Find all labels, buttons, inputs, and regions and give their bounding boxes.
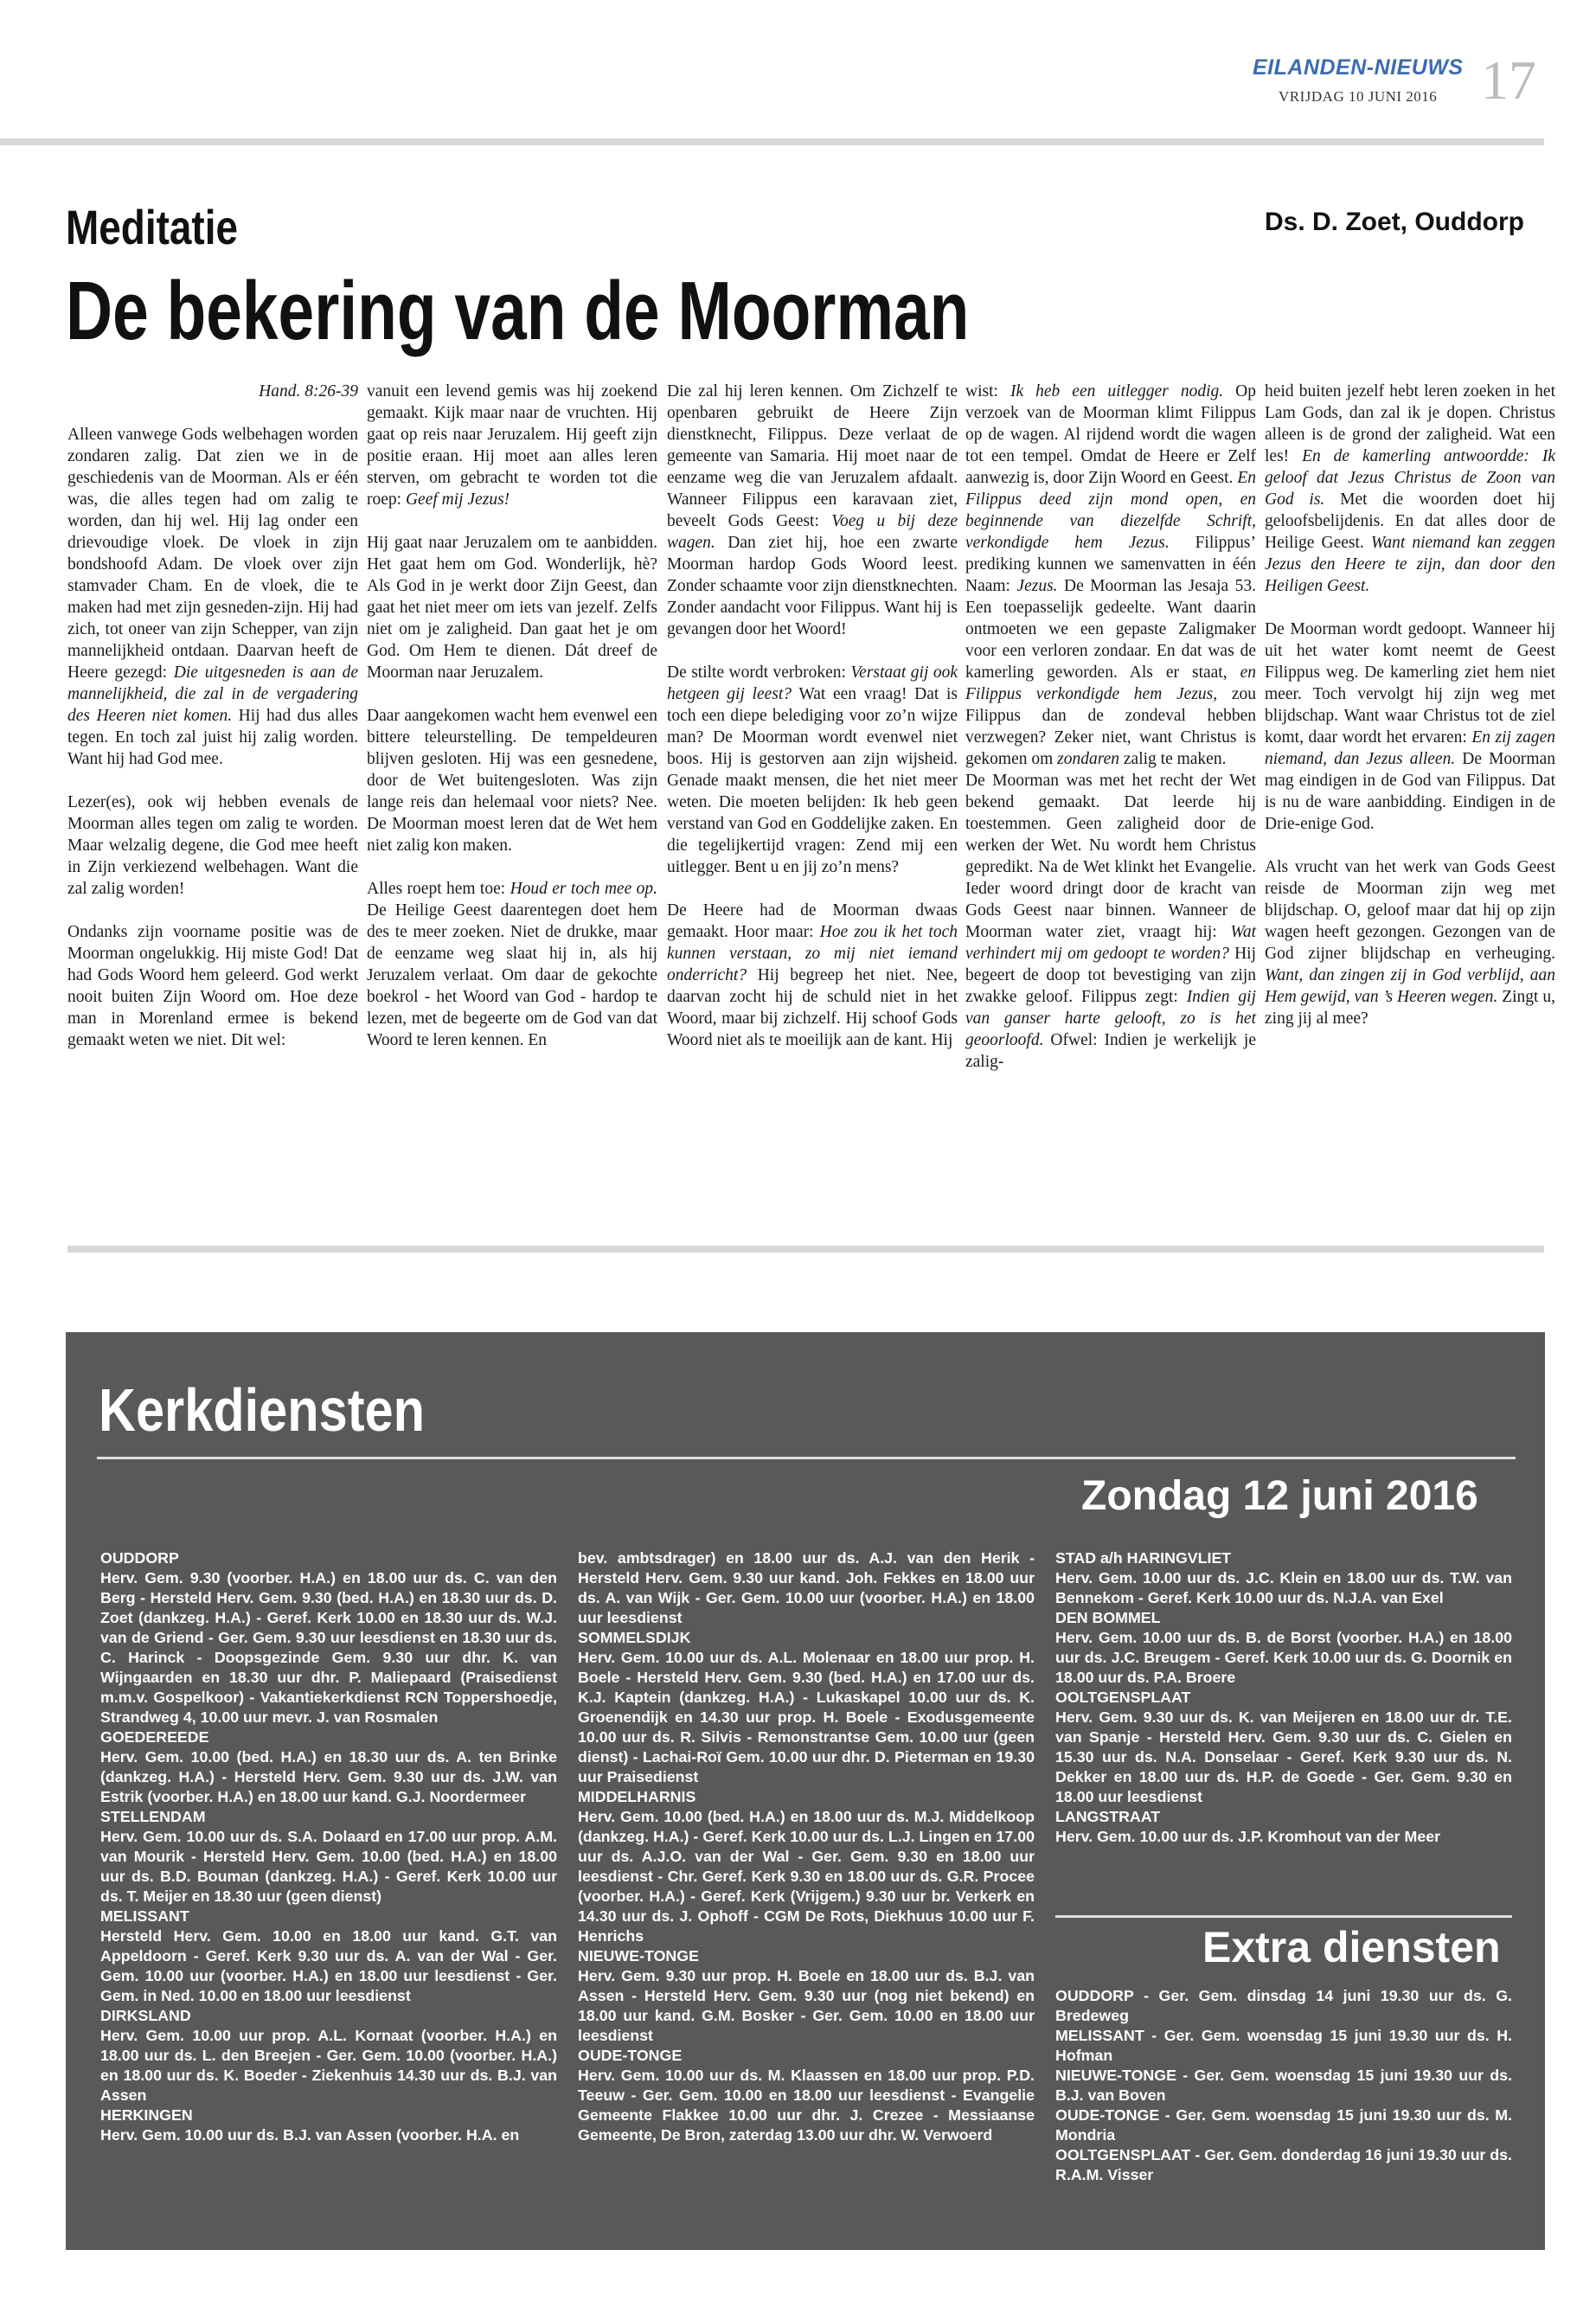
service-details: bev. ambtsdrager) en 18.00 uur ds. A.J. van den Herik - Hersteld Herv. Gem. 9.30 uur kand. Joh. Fekkes en 18.00 uur ds. A. van Wijk - Ger. Gem. 10.00 uur (voorber. H.A.) en 18.00 uur leesdienst xyxy=(578,1549,1035,1626)
kerkdiensten-rule xyxy=(97,1457,1516,1459)
article-paragraph: Als vrucht van het werk van Gods Geest reisde de Moorman zijn weg met blijdschap. O, geloof maar dat hij op zijn wagen heeft gezongen. Gezongen van de God zijner blijdschap en verheuging. Want, dan zingen zij in God verblijd, aan Hem gewijd, van ’s Heeren wegen. Zingt u, zing jij al mee? xyxy=(1265,858,1555,1028)
extra-service-entry: NIEUWE-TONGE - Ger. Gem. woensdag 15 juni 19.30 uur ds. B.J. van Boven xyxy=(1055,2067,1512,2104)
extra-service-entry: MELISSANT - Ger. Gem. woensdag 15 juni 19.30 uur ds. H. Hofman xyxy=(1055,2027,1512,2064)
article-paragraph: De stilte wordt verbroken: Verstaat gij ook hetgeen gij leest? Wat een vraag! Dat is toch een diepe belediging voor zo’n wijze man? De Moorman wordt evenwel niet boos. Hij is gestorven aan zijn wijsheid. Genade maakt mensen, die het niet meer weten. Die moeten belijden: Ik heb geen verstand van God en Goddelijke zaken. En die tegelijkertijd vragen: Zend mij een uitlegger. Bent u en jij zo’n mens? xyxy=(667,663,958,876)
service-details: Herv. Gem. 10.00 (bed. H.A.) en 18.30 uur ds. A. ten Brinke (dankzeg. H.A.) - Hersteld Herv. Gem. 9.30 uur ds. J.W. van Estrik (voorber. H.A.) en 18.00 uur kand. G.J. Noordermeer xyxy=(100,1748,557,1805)
services-column-1 xyxy=(100,1548,557,2145)
article-paragraph: Alleen vanwege Gods welbehagen worden zondaren zalig. Dat zien we in de geschiedenis van de Moorman. Als er één was, die alles tegen had om zalig te worden, dan hij wel. Hij lag onder een drievoudige vloek. De vloek in zijn bondshoofd Adam. De vloek over zijn stamvader Cham. En de vloek, die te maken had met zijn gesneden-zijn. Hij had zich, tot oneer van zijn Schepper, van zijn mannelijkheid ontdaan. Daarvan heeft de Heere gezegd: Die uitgesneden is aan de mannelijkheid, die zal in de vergadering des Heeren niet komen. Hij had dus alles tegen. En toch zal juist hij zalig worden. Want hij had God mee. xyxy=(67,426,358,768)
service-town: OUDE-TONGE xyxy=(578,2047,683,2064)
service-details: Herv. Gem. 9.30 uur prop. H. Boele en 18.00 uur ds. B.J. van Assen - Hersteld Herv. Gem. 9.30 uur (nog niet bekend) en 18.00 uur kand. G.M. Bosker - Ger. Gem. 10.00 en 18.00 uur leesdienst xyxy=(578,1967,1035,2044)
article-column-5 xyxy=(1265,381,1555,1051)
service-town: STELLENDAM xyxy=(100,1808,206,1825)
service-details: Herv. Gem. 10.00 (bed. H.A.) en 18.00 uur ds. M.J. Middelkoop (dankzeg. H.A.) - Geref. Kerk 10.00 uur ds. L.J. Lingen en 17.00 uur ds. A.J.O. van der Wal - Ger. Gem. 9.30 en 18.00 uur leesdienst - Chr. Geref. Kerk 9.30 en 18.00 uur ds. G.R. Procee (voorber. H.A.) - Geref. Kerk (Vrijgem.) 9.30 uur br. Verkerk en 14.30 uur ds. J. Ophoff - CGM De Rots, Diekhuus 10.00 uur F. Henrichs xyxy=(578,1808,1035,1945)
service-town: OUDDORP xyxy=(100,1549,179,1567)
service-town: DIRKSLAND xyxy=(100,2007,191,2024)
services-column-2 xyxy=(578,1548,1035,2145)
scripture-reference: Hand. 8:26-39 xyxy=(259,382,358,401)
service-town: GOEDEREEDE xyxy=(100,1728,209,1746)
article-paragraph: Ondanks zijn voorname positie was de Moorman ongelukkig. Hij miste God! Dat had Gods Woord hem geleerd. God werkt nooit buiten Zijn Woord om. Hoe deze man in Morenland ermee is bekend gemaakt weten we niet. Dit wel: xyxy=(67,923,358,1049)
service-town: OOLTGENSPLAAT xyxy=(1055,1689,1191,1706)
article-column-2 xyxy=(367,381,657,1073)
service-details: Herv. Gem. 9.30 (voorber. H.A.) en 18.00 uur ds. C. van den Berg - Hersteld Herv. Gem. 9.30 (bed. H.A.) en 18.30 uur ds. D. Zoet (dankzeg. H.A.) - Geref. Kerk 10.00 en 18.30 uur ds. W.J. van de Griend - Ger. Gem. 9.30 uur leesdienst en 18.30 uur ds. C. Harinck - Doopsgezinde Gem. 9.30 uur dhr. K. van Wijngaarden en 18.30 uur dhr. P. Maliepaard (Praisedienst m.m.v. Gospelkoor) - Vakantiekerkdienst RCN Toppershoedje, Strandweg 4, 10.00 uur mevr. J. van Rosmalen xyxy=(100,1569,557,1726)
article-column-3 xyxy=(667,381,958,1073)
article-paragraph: De Moorman wordt gedoopt. Wanneer hij uit het water komt neemt de Geest Filippus weg. De kamerling ziet hem niet meer. Toch vervolgt hij zijn weg met blijdschap. Want waar Christus tot de ziel komt, daar wordt het ervaren: En zij zagen niemand, dan Jezus alleen. De Moorman mag eindigen in de God van Filippus. Dat is nu de ware aanbidding. Eindigen in de Drie-enige God. xyxy=(1265,620,1555,833)
services-date-heading: Zondag 12 juni 2016 xyxy=(1081,1473,1478,1519)
extra-service-entry: OOLTGENSPLAAT - Ger. Gem. donderdag 16 juni 19.30 uur ds. R.A.M. Visser xyxy=(1055,2146,1512,2183)
services-column-3 xyxy=(1055,1548,1512,1847)
service-town: SOMMELSDIJK xyxy=(578,1629,691,1646)
extra-services-list xyxy=(1055,1986,1512,2185)
section-kicker: Meditatie xyxy=(66,200,239,254)
article-paragraph: De Heere had de Moorman dwaas gemaakt. Hoor maar: Hoe zou ik het toch kunnen verstaan, zo mij niet iemand onderricht? Hij begreep het niet. Nee, daarvan zocht hij de schuld niet in het Woord, maar bij zichzelf. Hij schoof Gods Woord niet als te moeilijk aan de kant. Hij xyxy=(667,901,958,1049)
extra-services-rule xyxy=(1055,1915,1512,1918)
extra-service-entry: OUDE-TONGE - Ger. Gem. woensdag 15 juni 19.30 uur ds. M. Mondria xyxy=(1055,2106,1512,2144)
header-divider xyxy=(0,138,1544,145)
article-headline: De bekering van de Moorman xyxy=(66,265,970,357)
service-details: Herv. Gem. 10.00 uur ds. B.J. van Assen (voorber. H.A. en xyxy=(100,2126,520,2144)
article-paragraph: Die zal hij leren kennen. Om Zichzelf te openbaren gebruikt de Heere Zijn dienstknecht, Filippus. Deze verlaat de gemeente van Samaria. Hij moet naar de eenzame weg die van Jeruzalem afdaalt. Wanneer Filippus een karavaan ziet, beveelt Gods Geest: Voeg u bij deze wagen. Dan ziet hij, hoe een zwarte Moorman hardop Gods Woord leest. Zonder schaamte voor zijn dienstknechten. Zonder aandacht voor Filippus. Want hij is gevangen door het Woord! xyxy=(667,382,958,638)
article-paragraph: Lezer(es), ook wij hebben evenals de Moorman alles tegen om zalig te worden. Maar welzalig degene, die God mee heeft in Zijn verkiezend welbehagen. Want die zal zalig worden! xyxy=(67,793,358,898)
extra-services-title: Extra diensten xyxy=(1202,1923,1501,1971)
service-town: HERKINGEN xyxy=(100,2106,193,2124)
service-town: MELISSANT xyxy=(100,1907,189,1925)
article-column-4 xyxy=(965,381,1256,1094)
article-paragraph: Daar aangekomen wacht hem evenwel een bittere teleurstelling. De tempeldeuren blijven gesloten. Hij was een gesnedene, door de Wet buitengesloten. Was zijn lange reis dan helemaal voor niets? Nee. De Moorman moest leren dat de Wet hem niet zalig kon maken. xyxy=(367,707,657,855)
masthead-logo: EILANDEN-NIEUWS xyxy=(1253,55,1464,80)
service-town: MIDDELHARNIS xyxy=(578,1788,696,1805)
service-details: Herv. Gem. 9.30 uur ds. K. van Meijeren en 18.00 uur dr. T.E. van Spanje - Hersteld Herv. Gem. 9.30 uur ds. C. Gielen en 15.30 uur ds. N.A. Donselaar - Geref. Kerk 9.30 uur ds. N. Dekker en 18.00 uur ds. H.P. de Goede - Ger. Gem. 9.30 en 18.00 uur leesdienst xyxy=(1055,1708,1512,1805)
article-paragraph: heid buiten jezelf hebt leren zoeken in het Lam Gods, dan zal ik je dopen. Christus alleen is de grond der zaligheid. Wat een les! En de kamerling antwoordde: Ik geloof dat Jezus Christus de Zoon van God is. Met die woorden doet hij geloofsbelijdenis. En dat alles door de Heilige Geest. Want niemand kan zeggen Jezus den Heere te zijn, dan door den Heiligen Geest. xyxy=(1265,382,1556,595)
service-details: Herv. Gem. 10.00 uur ds. J.P. Kromhout van der Meer xyxy=(1055,1828,1441,1845)
section-divider xyxy=(67,1246,1544,1253)
service-details: Herv. Gem. 10.00 uur ds. J.C. Klein en 18.00 uur ds. T.W. van Bennekom - Geref. Kerk 10.00 uur ds. N.J.A. van Exel xyxy=(1055,1569,1512,1606)
article-paragraph: Hij gaat naar Jeruzalem om te aanbidden. Het gaat hem om God. Wonderlijk, hè? Als God in je werkt door Zijn Geest, dan gaat het niet meer om iets van jezelf. Zelfs niet om je zaligheid. Dan gaat het je om God. Om Hem te dienen. Dát dreef de Moorman naar Jeruzalem. xyxy=(367,534,657,682)
service-town: DEN BOMMEL xyxy=(1055,1609,1161,1626)
article-column-1 xyxy=(67,381,358,1073)
service-details: Herv. Gem. 10.00 uur ds. B. de Borst (voorber. H.A.) en 18.00 uur ds. J.C. Breugem - Geref. Kerk 10.00 uur ds. G. Doornik en 18.00 uur ds. P.A. Broere xyxy=(1055,1629,1512,1686)
service-details: Herv. Gem. 10.00 uur ds. A.L. Molenaar en 18.00 uur prop. H. Boele - Hersteld Herv. Gem. 9.30 (bed. H.A.) en 17.00 uur ds. K.J. Kaptein (dankzeg. H.A.) - Lukaskapel 10.00 uur ds. K. Groenendijk en 14.30 uur prop. H. Boele - Exodusgemeente 10.00 uur ds. R. Silvis - Remonstrantse Gem. 10.00 uur (geen dienst) - Lachai-Roï Gem. 10.00 uur dhr. D. Pieterman en 19.30 uur Praisedienst xyxy=(578,1649,1035,1785)
service-details: Hersteld Herv. Gem. 10.00 en 18.00 uur kand. G.T. van Appeldoorn - Geref. Kerk 9.30 uur ds. A. van der Wal - Ger. Gem. 10.00 uur (voorber. H.A.) en 18.00 uur leesdienst - Ger. Gem. in Ned. 10.00 en 18.00 uur leesdienst xyxy=(100,1927,557,2004)
extra-service-entry: OUDDORP - Ger. Gem. dinsdag 14 juni 19.30 uur ds. G. Bredeweg xyxy=(1055,1987,1512,2024)
kerkdiensten-title: Kerkdiensten xyxy=(99,1376,425,1444)
issue-date: VRIJDAG 10 JUNI 2016 xyxy=(1279,88,1438,105)
article-paragraph: vanuit een levend gemis was hij zoekend gemaakt. Kijk maar naar de vruchten. Hij gaat op reis naar Jeruzalem. Hij geeft zijn positie eraan. Hij moet aan alles leren sterven, om gebracht te worden tot die roep: Geef mij Jezus! xyxy=(367,382,657,509)
service-town: LANGSTRAAT xyxy=(1055,1808,1161,1825)
service-details: Herv. Gem. 10.00 uur ds. M. Klaassen en 18.00 uur prop. P.D. Teeuw - Ger. Gem. 10.00 en 18.00 uur leesdienst - Evangelie Gemeente Flakkee 10.00 uur dhr. J. Crezee - Messiaanse Gemeente, De Bron, zaterdag 13.00 uur dhr. W. Verwoerd xyxy=(578,2067,1035,2144)
service-town: STAD a/h HARINGVLIET xyxy=(1055,1549,1232,1567)
service-town: NIEUWE-TONGE xyxy=(578,1947,699,1965)
article-paragraph: wist: Ik heb een uitlegger nodig. Op verzoek van de Moorman klimt Filippus op de wagen. Al rijdend wordt die wagen tot een tempel. Omdat de Heere er Zelf aanwezig is, door Zijn Woord en Geest. En Filippus deed zijn mond open, en beginnende van diezelfde Schrift, verkondigde hem Jezus. Filippus’ prediking kunnen we samenvatten in één Naam: Jezus. De Moorman las Jesaja 53. Een toepasselijk gedeelte. Want daarin ontmoeten we een gepaste Zaligmaker voor een verloren zondaar. En dat was de kamerling geworden. Als er staat, en Filippus verkondigde hem Jezus, zou Filippus dan de zondeval hebben verzwegen? Zeker niet, want Christus is gekomen om zondaren zalig te maken. De Moorman was met het recht der Wet bekend gemaakt. Dat leerde hij toestemmen. Geen zaligheid door de werken der Wet. Nu wordt hem Christus gepredikt. Na de Wet klinkt het Evangelie. Ieder woord dringt door de kracht van Gods Geest naar binnen. Wanneer de Moorman water ziet, vraagt hij: Wat verhindert mij om gedoopt te worden? Hij begeert de doop tot bevestiging van zijn zwakke geloof. Filippus zegt: Indien gij van ganser harte gelooft, zo is het geoorloofd. Ofwel: Indien je werkelijk je zalig- xyxy=(965,382,1256,1071)
article-author: Ds. D. Zoet, Ouddorp xyxy=(1265,208,1524,236)
service-details: Herv. Gem. 10.00 uur prop. A.L. Kornaat (voorber. H.A.) en 18.00 uur ds. L. den Breejen - Ger. Gem. 10.00 (voorber. H.A.) en 18.00 uur ds. K. Boeder - Ziekenhuis 14.30 uur ds. B.J. van Assen xyxy=(100,2027,557,2104)
article-paragraph: Alles roept hem toe: Houd er toch mee op. De Heilige Geest daarentegen doet hem des te meer zoeken. Niet de drukke, maar de eenzame weg slaat hij in, als hij Jeruzalem verlaat. Om daar de gekochte boekrol - het Woord van God - hardop te lezen, met de begeerte om de God van dat Woord te leren kennen. En xyxy=(367,880,657,1049)
service-details: Herv. Gem. 10.00 uur ds. S.A. Dolaard en 17.00 uur prop. A.M. van Mourik - Hersteld Herv. Gem. 10.00 (bed. H.A.) en 18.00 uur ds. B.D. Bouman (dankzeg. H.A.) - Geref. Kerk 10.00 uur ds. T. Meijer en 18.30 uur (geen dienst) xyxy=(100,1828,557,1905)
page-number: 17 xyxy=(1481,49,1536,111)
